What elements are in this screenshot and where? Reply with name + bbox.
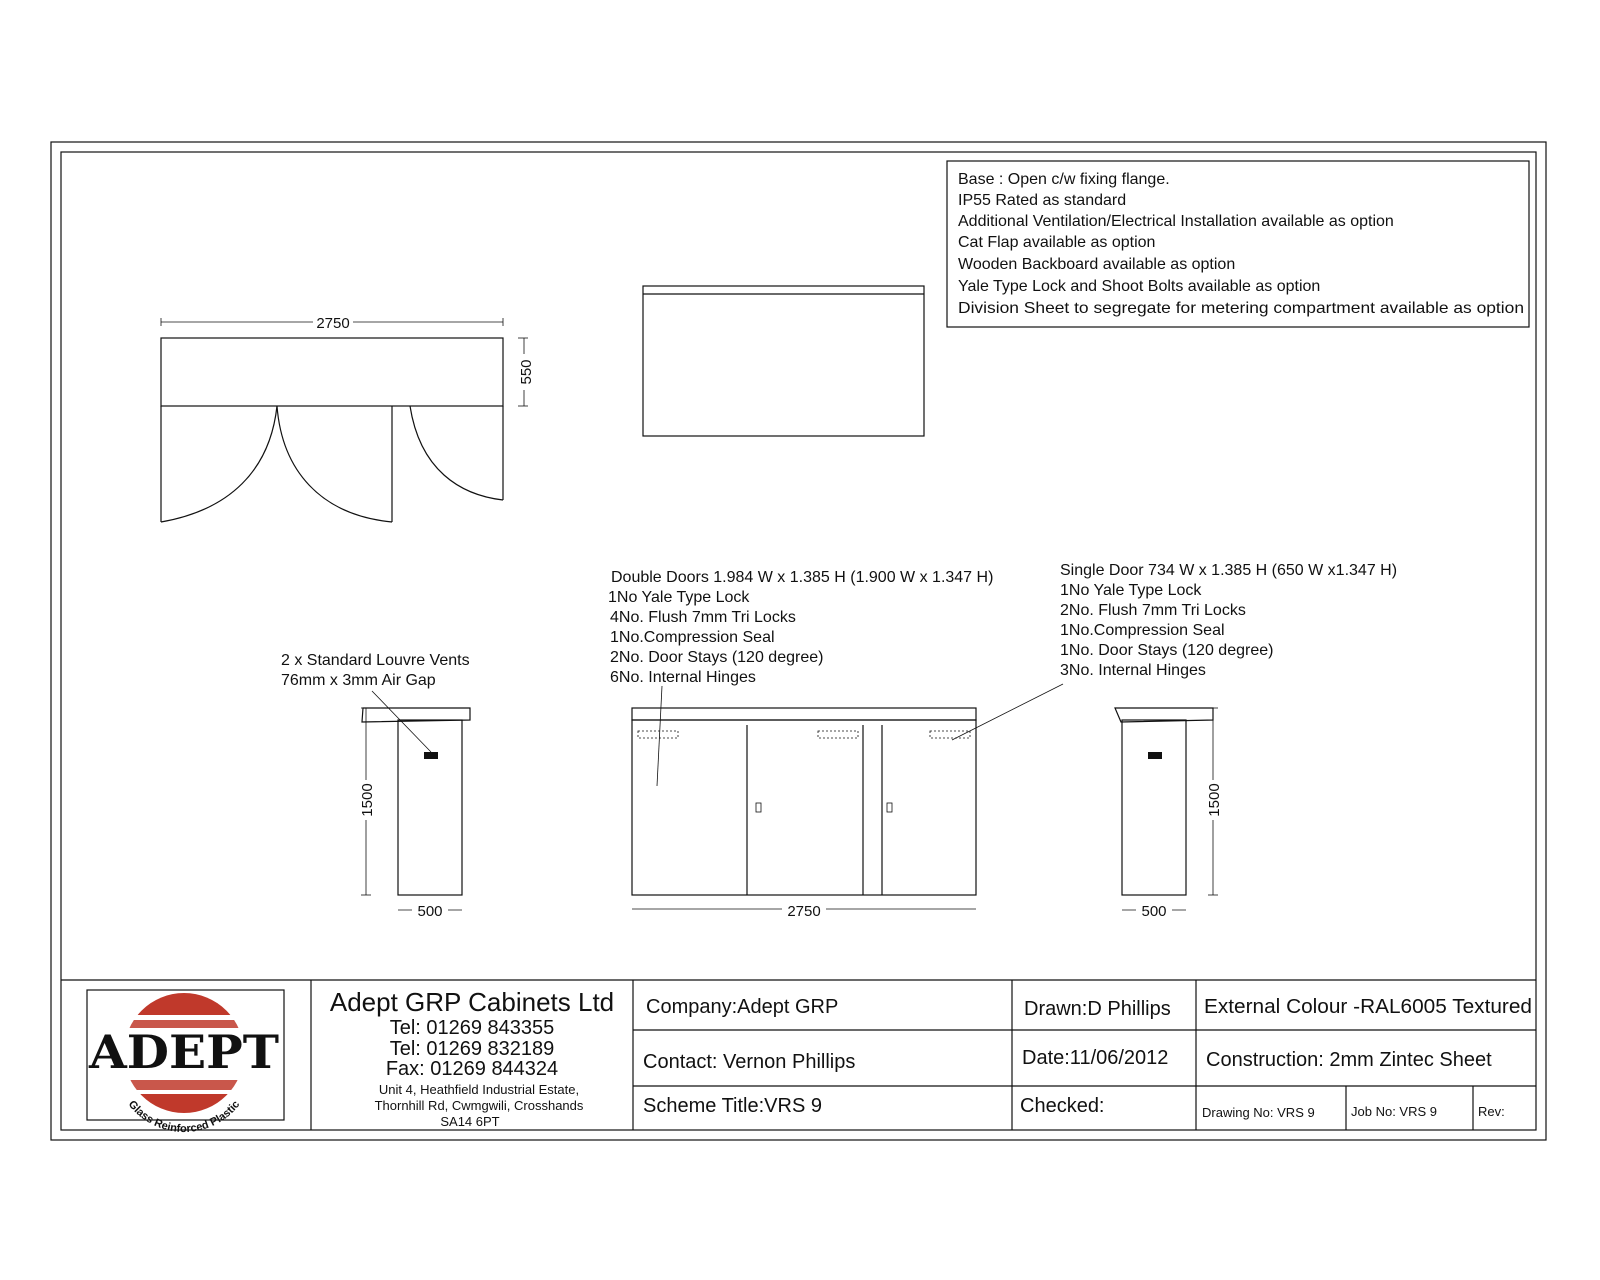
louvre-note-line1: 2 x Standard Louvre Vents <box>281 652 470 669</box>
company-address-2: Thornhill Rd, Cwmgwili, Crosshands <box>374 1098 584 1113</box>
front-width-dimension: 2750 <box>787 903 821 920</box>
single-door-spec: 1No.Compression Seal <box>1060 622 1225 639</box>
single-door-spec: 1No Yale Type Lock <box>1060 582 1202 599</box>
double-door-spec: 1No Yale Type Lock <box>608 589 750 606</box>
left-width-dimension: 500 <box>417 903 443 920</box>
single-door-spec: Single Door 734 W x 1.385 H (650 W x1.347 H) <box>1060 562 1398 579</box>
tb-checked: Checked: <box>1020 1095 1105 1117</box>
plan-depth-dimension: 550 <box>518 359 535 385</box>
logo-band <box>120 1080 250 1090</box>
tb-company: Company:Adept GRP <box>646 996 839 1018</box>
spec-notes-box <box>947 161 1529 327</box>
spec-note: Cat Flap available as option <box>958 234 1156 251</box>
right-width-dimension: 500 <box>1141 903 1167 920</box>
single-door-note <box>1060 562 1397 679</box>
logo-ring-text: Glass Reinforced Plastic <box>125 1098 243 1136</box>
single-door-spec: 2No. Flush 7mm Tri Locks <box>1060 602 1246 619</box>
inner-border <box>61 152 1536 1130</box>
spec-note: Wooden Backboard available as option <box>958 256 1236 273</box>
double-door-spec: Double Doors 1.984 W x 1.385 H (1.900 W x 1.347 H) <box>611 569 994 586</box>
tb-drawing-no: Drawing No: VRS 9 <box>1202 1105 1315 1120</box>
single-door-spec: 3No. Internal Hinges <box>1060 662 1206 679</box>
company-address-3: SA14 6PT <box>440 1114 500 1129</box>
louvre-note-line2: 76mm x 3mm Air Gap <box>281 672 436 689</box>
double-doors-note <box>608 569 993 686</box>
vent-outline <box>930 731 970 738</box>
tb-scheme-title: Scheme Title:VRS 9 <box>643 1095 822 1117</box>
door-lock <box>887 803 892 812</box>
door-lock <box>756 803 761 812</box>
louvre-vent <box>424 752 438 759</box>
plan-width-dimension: 2750 <box>316 315 350 332</box>
double-door-spec: 1No.Compression Seal <box>610 629 775 646</box>
tb-job-no: Job No: VRS 9 <box>1351 1104 1437 1119</box>
vent-outline <box>638 731 678 738</box>
tb-contact: Contact: Vernon Phillips <box>643 1051 856 1073</box>
company-address-1: Unit 4, Heathfield Industrial Estate, <box>378 1082 580 1097</box>
title-block <box>61 980 1536 1135</box>
spec-note: Base : Open c/w fixing flange. <box>958 171 1170 188</box>
left-side-elevation <box>358 708 470 920</box>
vent-outline <box>818 731 858 738</box>
plan-view <box>161 312 535 522</box>
tb-drawn: Drawn:D Phillips <box>1024 998 1171 1020</box>
logo-band <box>120 993 250 1015</box>
front-elevation <box>632 708 976 920</box>
logo-word: ADEPT <box>87 1025 280 1079</box>
spec-note: Additional Ventilation/Electrical Installation available as option <box>958 213 1394 230</box>
company-fax: Fax: 01269 844324 <box>385 1058 559 1080</box>
spec-note: Division Sheet to segregate for metering compartment available as option <box>958 300 1524 317</box>
double-door-spec: 4No. Flush 7mm Tri Locks <box>610 609 796 626</box>
right-side-elevation <box>1115 708 1223 920</box>
company-name: Adept GRP Cabinets Ltd <box>329 987 615 1017</box>
spec-note: IP55 Rated as standard <box>958 192 1127 209</box>
tb-date: Date:11/06/2012 <box>1022 1047 1169 1069</box>
back-elevation <box>643 286 924 436</box>
double-door-spec: 2No. Door Stays (120 degree) <box>610 649 824 666</box>
double-door-spec: 6No. Internal Hinges <box>610 669 756 686</box>
tb-external-colour: External Colour -RAL6005 Textured <box>1204 996 1532 1018</box>
company-tel-1: Tel: 01269 843355 <box>389 1017 555 1039</box>
left-height-dimension: 1500 <box>359 783 376 817</box>
louvre-vent <box>1148 752 1162 759</box>
tb-construction: Construction: 2mm Zintec Sheet <box>1206 1049 1492 1071</box>
right-height-dimension: 1500 <box>1206 783 1223 817</box>
spec-note: Yale Type Lock and Shoot Bolts available as option <box>958 278 1321 295</box>
single-door-spec: 1No. Door Stays (120 degree) <box>1060 642 1274 659</box>
adept-logo <box>87 990 284 1135</box>
company-tel-2: Tel: 01269 832189 <box>389 1038 555 1060</box>
tb-rev: Rev: <box>1478 1104 1505 1119</box>
